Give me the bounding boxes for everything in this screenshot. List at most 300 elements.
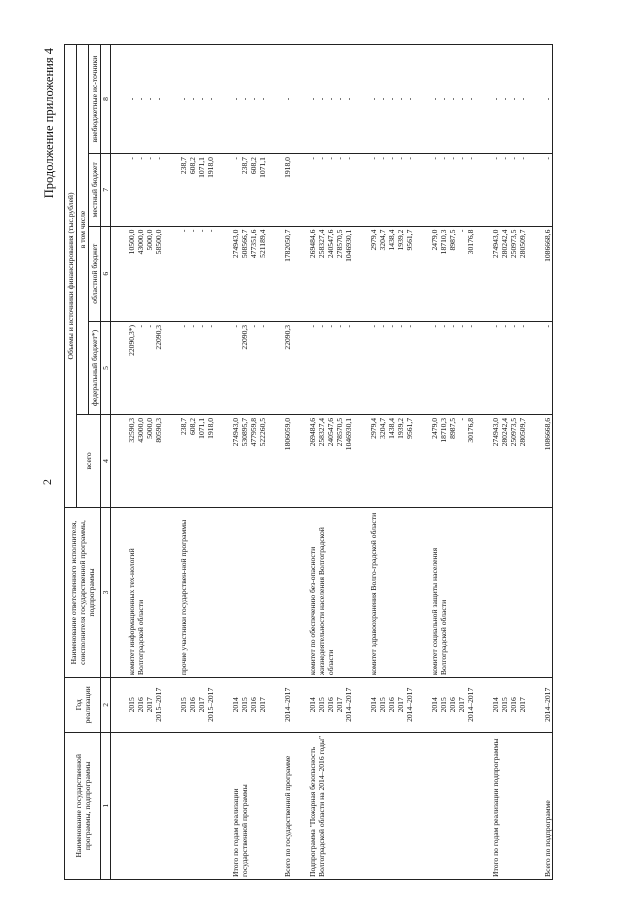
years-value: 2015–2017	[154, 687, 163, 722]
cell-extra	[414, 45, 475, 154]
cell-total	[267, 414, 292, 507]
federal-value: -	[387, 324, 396, 328]
years-value: 2014	[308, 697, 317, 713]
federal-value: 22090,3	[283, 324, 292, 350]
federal-value: -	[335, 324, 344, 328]
total-value: 1086668,6	[543, 417, 552, 451]
local-value: 608,2	[188, 157, 197, 175]
years-value: 2014	[369, 697, 378, 713]
years-value: 2014–2017	[344, 687, 353, 722]
years-value: 2015	[127, 697, 136, 713]
col-number: 3	[101, 507, 111, 677]
years-value: 2015	[240, 697, 249, 713]
cell-program	[111, 732, 164, 879]
header-year: Год реализации	[65, 678, 101, 732]
years-value: 2016	[326, 697, 335, 713]
total-value: 18710,3	[439, 417, 448, 443]
cell-executor	[215, 507, 267, 677]
years-value: 2017	[258, 697, 267, 713]
cell-years	[414, 678, 475, 732]
total-value: 8987,5	[448, 417, 457, 439]
cell-extra	[353, 45, 414, 154]
local-value: -	[448, 157, 457, 160]
header-federal: федеральный бюджет*)	[89, 321, 101, 414]
total-value: 280242,4	[500, 417, 509, 447]
program-text: Итого по годам реализации государственной программы	[231, 784, 249, 877]
federal-value: 22090,3	[154, 324, 163, 350]
header-local: местный бюджет	[89, 154, 101, 227]
total-value: 32590,3	[127, 417, 136, 443]
cell-extra	[163, 45, 215, 154]
financing-table	[64, 44, 553, 880]
federal-value: -	[457, 324, 466, 328]
extra-value: -	[405, 97, 414, 101]
table-row	[527, 45, 553, 880]
cell-federal	[267, 321, 292, 414]
local-value: -	[344, 157, 353, 160]
cell-program	[215, 732, 267, 879]
years-value: 2015	[439, 697, 448, 713]
cell-total	[414, 414, 475, 507]
col-number: 1	[101, 732, 111, 879]
extra-value: -	[543, 97, 552, 101]
federal-value: -	[509, 324, 518, 328]
cell-executor	[292, 507, 353, 677]
years-value: 2014	[491, 697, 500, 713]
local-value: 1071,1	[197, 157, 206, 178]
federal-value: -	[466, 324, 475, 328]
extra-value: -	[500, 97, 509, 101]
cell-years	[163, 678, 215, 732]
extra-value: -	[466, 97, 475, 101]
local-value: -	[145, 157, 154, 160]
years-value: 2014	[231, 697, 240, 713]
federal-value: -	[378, 324, 387, 328]
local-value: -	[466, 157, 475, 160]
regional-value: 274943,0	[491, 229, 500, 259]
total-value: 1918,0	[206, 417, 215, 439]
col-number: 5	[101, 321, 111, 414]
cell-program	[292, 732, 353, 879]
extra-value: -	[378, 97, 387, 101]
cell-local	[414, 154, 475, 227]
col-number: 6	[101, 226, 111, 321]
regional-value: 1782050,7	[283, 229, 292, 262]
cell-program	[414, 732, 475, 879]
extra-value: -	[439, 97, 448, 101]
years-value: 2015	[500, 697, 509, 713]
total-value: 1438,4	[387, 417, 396, 439]
federal-value: 22090,3*)	[127, 324, 136, 356]
federal-value: -	[491, 324, 500, 328]
years-value: 2016	[136, 697, 145, 713]
years-value: 2017	[335, 697, 344, 713]
total-value: 269484,6	[308, 417, 317, 447]
cell-executor	[111, 507, 164, 677]
total-value: 2479,0	[430, 417, 439, 439]
cell-federal	[414, 321, 475, 414]
cell-program	[353, 732, 414, 879]
cell-local	[292, 154, 353, 227]
local-value: -	[154, 157, 163, 160]
years-value: 2016	[387, 697, 396, 713]
total-value: 1046930,1	[344, 417, 353, 451]
cell-federal	[292, 321, 353, 414]
years-value: 2014–2017	[405, 687, 414, 722]
total-value: 258327,4	[317, 417, 326, 447]
cell-local	[163, 154, 215, 227]
regional-value: 280509,7	[518, 229, 527, 259]
cell-regional	[267, 226, 292, 321]
local-value: -	[369, 157, 378, 160]
local-value: -	[439, 157, 448, 160]
total-value: 477959,8	[249, 417, 258, 447]
regional-value: 30176,8	[466, 229, 475, 255]
executor-text: комитет здравоохранения Волго-градской области	[369, 512, 378, 676]
regional-value: 240547,6	[326, 229, 335, 259]
total-value: 530895,7	[240, 417, 249, 447]
regional-value: 43000,0	[136, 229, 145, 255]
header-total: всего	[77, 414, 101, 507]
rotated-content	[40, 40, 610, 880]
executor-text: комитет по обеспечению без-опасности жизнедеятельности населения Волгоградской области	[308, 527, 335, 676]
extra-value: -	[448, 97, 457, 101]
regional-value: 278570,5	[335, 229, 344, 259]
local-value: -	[335, 157, 344, 160]
years-value: 2016	[249, 697, 258, 713]
cell-regional	[414, 226, 475, 321]
federal-value: -	[258, 324, 267, 328]
cell-regional	[527, 226, 553, 321]
program-text: Итого по годам реализации подпрограммы	[491, 738, 500, 877]
regional-value: -	[197, 229, 206, 233]
years-value: 2015–2017	[206, 687, 215, 722]
federal-value: -	[249, 324, 258, 328]
local-value: -	[457, 157, 466, 160]
extra-value: -	[283, 97, 292, 101]
extra-value: -	[335, 97, 344, 101]
header-extra: внебюджетные ис-точники	[89, 45, 101, 154]
cell-regional	[475, 226, 527, 321]
total-value: 3204,7	[378, 417, 387, 439]
local-value: -	[518, 157, 527, 160]
total-value: 280509,7	[518, 417, 527, 447]
cell-years	[527, 678, 553, 732]
extra-value: -	[396, 97, 405, 101]
table-row	[353, 45, 414, 880]
extra-value: -	[127, 97, 136, 101]
cell-total	[215, 414, 267, 507]
table-row	[215, 45, 267, 880]
years-value: 2015	[378, 697, 387, 713]
regional-value: -	[206, 229, 215, 233]
regional-value: 10500,0	[127, 229, 136, 255]
local-value: 238,7	[179, 157, 188, 175]
local-value: -	[308, 157, 317, 160]
cell-total	[292, 414, 353, 507]
local-value: -	[231, 157, 240, 160]
years-value: 2014–2017	[466, 687, 475, 722]
local-value: -	[543, 157, 552, 160]
years-value: 2016	[448, 697, 457, 713]
table-row	[292, 45, 353, 880]
regional-value: 250973,5	[509, 229, 518, 259]
table-row	[414, 45, 475, 880]
regional-value: 2979,4	[369, 229, 378, 251]
cell-years	[267, 678, 292, 732]
program-text: Подпрограмма "Пожарная безопасность Волгоградской области на 2014–2016 годы"	[308, 735, 326, 877]
federal-value: -	[543, 324, 552, 328]
regional-value: 5000,0	[145, 229, 154, 251]
cell-executor	[527, 507, 553, 677]
total-value: 80590,3	[154, 417, 163, 443]
cell-regional	[111, 226, 164, 321]
cell-program	[163, 732, 215, 879]
total-value: 1806059,0	[283, 417, 292, 451]
cell-total	[353, 414, 414, 507]
cell-federal	[163, 321, 215, 414]
cell-local	[267, 154, 292, 227]
cell-local	[353, 154, 414, 227]
header-volumes: Объемы и источники финансирования (тыс.рублей)	[65, 45, 77, 508]
federal-value: -	[430, 324, 439, 328]
table-row	[111, 45, 164, 880]
years-value: 2017	[457, 697, 466, 713]
cell-total	[475, 414, 527, 507]
regional-value: 1086668,6	[543, 229, 552, 262]
regional-value: -	[457, 229, 466, 233]
regional-value: 58500,0	[154, 229, 163, 255]
cell-federal	[527, 321, 553, 414]
extra-value: -	[154, 97, 163, 101]
federal-value: -	[396, 324, 405, 328]
local-value: 238,7	[240, 157, 249, 175]
cell-federal	[475, 321, 527, 414]
cell-local	[215, 154, 267, 227]
federal-value: -	[448, 324, 457, 328]
federal-value: -	[206, 324, 215, 328]
extra-value: -	[206, 97, 215, 101]
col-number: 8	[101, 45, 111, 154]
federal-value: -	[231, 324, 240, 328]
local-value: -	[127, 157, 136, 160]
cell-extra	[215, 45, 267, 154]
local-value: -	[509, 157, 518, 160]
regional-value: 269484,6	[308, 229, 317, 259]
years-value: 2016	[509, 697, 518, 713]
total-value: 5000,0	[145, 417, 154, 439]
federal-value: -	[500, 324, 509, 328]
total-value: 1939,2	[396, 417, 405, 439]
years-value: 2014–2017	[283, 687, 292, 722]
local-value: 1918,0	[283, 157, 292, 178]
table-row	[267, 45, 292, 880]
cell-years	[215, 678, 267, 732]
federal-value: -	[308, 324, 317, 328]
extra-value: -	[369, 97, 378, 101]
cell-federal	[111, 321, 164, 414]
executor-text: комитет социальной защиты населения Волгоградской области	[430, 547, 448, 676]
years-value: 2017	[145, 697, 154, 713]
extra-value: -	[491, 97, 500, 101]
local-value: -	[326, 157, 335, 160]
cell-executor	[353, 507, 414, 677]
years-value: 2016	[188, 697, 197, 713]
header-incl: в том числе	[77, 45, 89, 415]
total-value: 608,2	[188, 417, 197, 436]
cell-program	[267, 732, 292, 879]
regional-value: 1438,4	[387, 229, 396, 251]
extra-value: -	[509, 97, 518, 101]
header-program: Наименование государственной программы, подпрограммы	[65, 732, 101, 879]
extra-value: -	[308, 97, 317, 101]
total-value: 274943,0	[491, 417, 500, 447]
regional-value: 8987,5	[448, 229, 457, 251]
total-value: -	[457, 417, 466, 421]
total-value: 2979,4	[369, 417, 378, 439]
program-text: Всего по государственной программе	[283, 755, 292, 877]
extra-value: -	[197, 97, 206, 101]
regional-value: 258327,4	[317, 229, 326, 259]
regional-value: 1939,2	[396, 229, 405, 251]
regional-value: 521189,4	[258, 229, 267, 258]
page-number: 2	[40, 479, 54, 485]
cell-years	[353, 678, 414, 732]
cell-local	[475, 154, 527, 227]
extra-value: -	[249, 97, 258, 101]
executor-text: комитет информационных тех-нологий Волгоградской области	[127, 548, 145, 676]
header-executor: Наименование ответственного исполнителя, соисполнителя государственной программы, подпрограммы	[65, 507, 101, 677]
extra-value: -	[258, 97, 267, 101]
cell-executor	[414, 507, 475, 677]
cell-regional	[163, 226, 215, 321]
total-value: 250973,5	[509, 417, 518, 447]
federal-value: -	[405, 324, 414, 328]
extra-value: -	[145, 97, 154, 101]
regional-value: 280242,4	[500, 229, 509, 259]
cell-extra	[292, 45, 353, 154]
cell-federal	[353, 321, 414, 414]
cell-extra	[267, 45, 292, 154]
total-value: 278570,5	[335, 417, 344, 447]
table-row	[475, 45, 527, 880]
cell-executor	[267, 507, 292, 677]
total-value: 238,7	[179, 417, 188, 436]
table-row	[163, 45, 215, 880]
regional-value: 274943,0	[231, 229, 240, 259]
years-value: 2017	[396, 697, 405, 713]
extra-value: -	[231, 97, 240, 101]
cell-total	[111, 414, 164, 507]
cell-executor	[475, 507, 527, 677]
extra-value: -	[457, 97, 466, 101]
extra-value: -	[518, 97, 527, 101]
local-value: -	[405, 157, 414, 160]
extra-value: -	[344, 97, 353, 101]
extra-value: -	[136, 97, 145, 101]
extra-value: -	[430, 97, 439, 101]
total-value: 274943,0	[231, 417, 240, 447]
regional-value: -	[188, 229, 197, 233]
cell-regional	[353, 226, 414, 321]
cell-regional	[215, 226, 267, 321]
years-value: 2015	[179, 697, 188, 713]
cell-local	[111, 154, 164, 227]
col-number: 2	[101, 678, 111, 732]
extra-value: -	[240, 97, 249, 101]
cell-federal	[215, 321, 267, 414]
col-number: 4	[101, 414, 111, 507]
extra-value: -	[179, 97, 188, 101]
regional-value: 2479,0	[430, 229, 439, 251]
regional-value: 508566,7	[240, 229, 249, 259]
local-value: -	[430, 157, 439, 160]
federal-value: -	[197, 324, 206, 328]
continuation-title: Продолжение приложения 4	[42, 48, 56, 199]
years-value: 2014	[430, 697, 439, 713]
program-text: Всего по подпрограмме	[543, 800, 552, 877]
cell-extra	[111, 45, 164, 154]
col-number: 7	[101, 154, 111, 227]
total-value: 522260,5	[258, 417, 267, 447]
cell-years	[292, 678, 353, 732]
regional-value: -	[179, 229, 188, 233]
federal-value: -	[344, 324, 353, 328]
table-body	[111, 45, 553, 880]
local-value: 608,2	[249, 157, 258, 175]
extra-value: -	[188, 97, 197, 101]
regional-value: 9561,7	[405, 229, 414, 251]
federal-value: 22090,3	[240, 324, 249, 350]
extra-value: -	[387, 97, 396, 101]
cell-extra	[527, 45, 553, 154]
cell-local	[527, 154, 553, 227]
local-value: -	[317, 157, 326, 160]
regional-value: 18710,3	[439, 229, 448, 255]
cell-program	[527, 732, 553, 879]
regional-value: 3204,7	[378, 229, 387, 251]
cell-years	[111, 678, 164, 732]
extra-value: -	[317, 97, 326, 101]
local-value: -	[136, 157, 145, 160]
cell-total	[163, 414, 215, 507]
federal-value: -	[145, 324, 154, 328]
local-value: 1918,0	[206, 157, 215, 178]
local-value: -	[396, 157, 405, 160]
regional-value: 477351,6	[249, 229, 258, 259]
total-value: 1071,1	[197, 417, 206, 439]
local-value: -	[387, 157, 396, 160]
total-value: 9561,7	[405, 417, 414, 439]
cell-regional	[292, 226, 353, 321]
total-value: 43000,0	[136, 417, 145, 443]
years-value: 2015	[317, 697, 326, 713]
federal-value: -	[188, 324, 197, 328]
executor-text: прочие участники государствен-ной программы	[179, 519, 188, 676]
federal-value: -	[179, 324, 188, 328]
extra-value: -	[326, 97, 335, 101]
federal-value: -	[326, 324, 335, 328]
local-value: -	[378, 157, 387, 160]
total-value: 30176,8	[466, 417, 475, 443]
cell-years	[475, 678, 527, 732]
years-value: 2014–2017	[543, 687, 552, 722]
federal-value: -	[369, 324, 378, 328]
local-value: 1071,1	[258, 157, 267, 178]
cell-executor	[163, 507, 215, 677]
federal-value: -	[136, 324, 145, 328]
local-value: -	[500, 157, 509, 160]
